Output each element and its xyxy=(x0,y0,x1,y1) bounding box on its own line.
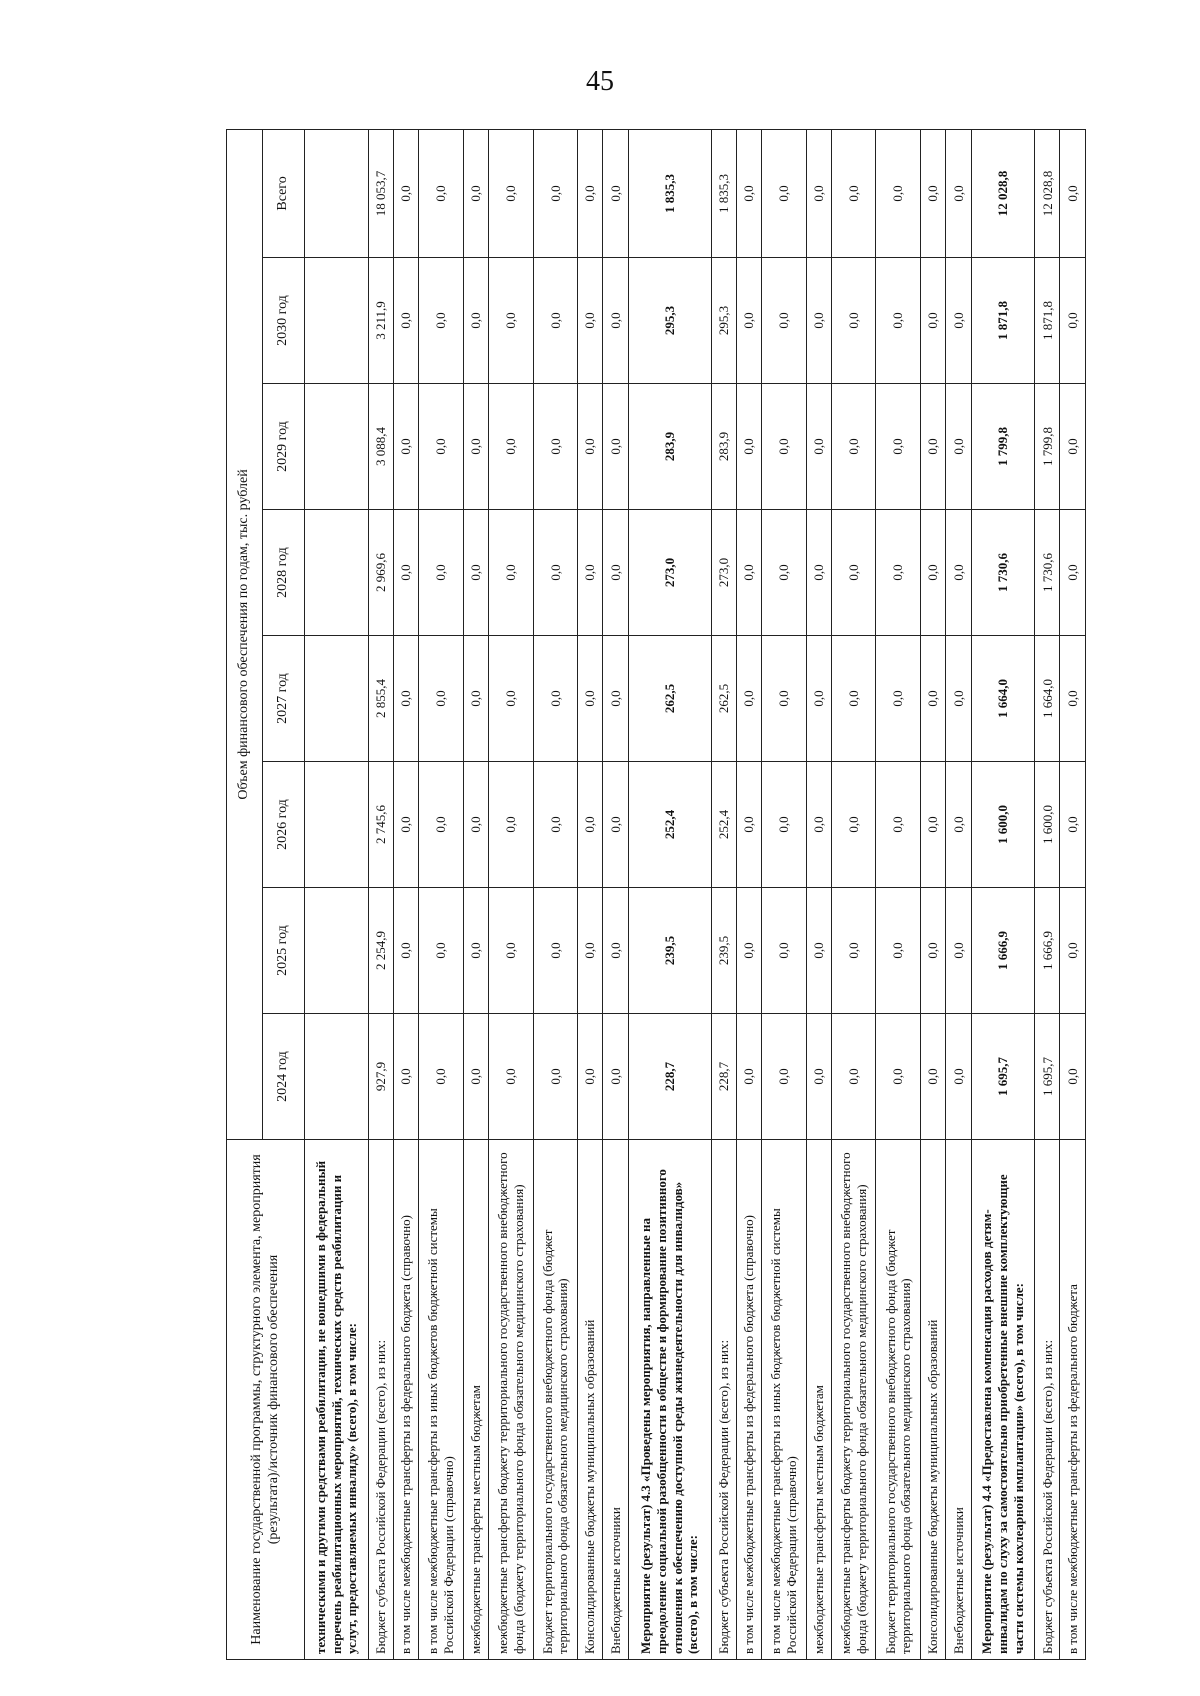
row-value: 0,0 xyxy=(393,129,418,257)
header-volume: Объем финансового обеспечения по годам, тыс. рублей xyxy=(227,129,263,1139)
row-value: 0,0 xyxy=(603,888,628,1014)
row-value: 1 871,8 xyxy=(971,258,1035,384)
row-value: 0,0 xyxy=(578,258,603,384)
row-value: 18 053,7 xyxy=(368,129,393,257)
table-row xyxy=(920,129,945,1659)
row-value: 0,0 xyxy=(876,258,920,384)
row-value: 0,0 xyxy=(1060,510,1086,636)
row-label: Бюджет территориального государственного внебюджетного фонда (бюджет территориального фонда обязательного медицинского страхования) xyxy=(533,1140,577,1660)
row-value: 0,0 xyxy=(603,762,628,888)
header-name-column: Наименование государственной программы, структурного элемента, мероприятия (результата)/источник финансового обеспечения xyxy=(227,1140,305,1660)
row-label: межбюджетные трансферты местным бюджетам xyxy=(806,1140,831,1660)
row-value: 0,0 xyxy=(762,636,806,762)
row-value: 262,5 xyxy=(711,636,736,762)
row-value: 0,0 xyxy=(831,510,875,636)
row-value: 0,0 xyxy=(831,636,875,762)
row-value: 0,0 xyxy=(419,384,463,510)
row-value: 0,0 xyxy=(946,1014,971,1140)
row-value: 0,0 xyxy=(578,1014,603,1140)
row-value: 12 028,8 xyxy=(971,129,1035,257)
row-value: 0,0 xyxy=(463,258,488,384)
row-value: 0,0 xyxy=(1060,636,1086,762)
row-label: в том числе межбюджетные трансферты из иных бюджетов бюджетной системы Российской Федерации (справочно) xyxy=(762,1140,806,1660)
table-row xyxy=(762,129,806,1659)
row-value: 295,3 xyxy=(711,258,736,384)
row-value: 0,0 xyxy=(463,636,488,762)
row-value: 0,0 xyxy=(762,258,806,384)
row-value: 0,0 xyxy=(831,258,875,384)
row-value: 0,0 xyxy=(762,1014,806,1140)
row-value: 0,0 xyxy=(419,762,463,888)
row-value: 0,0 xyxy=(533,258,577,384)
row-value: 927,9 xyxy=(368,1014,393,1140)
row-value: 0,0 xyxy=(489,762,533,888)
row-value: 0,0 xyxy=(946,129,971,257)
row-value: 0,0 xyxy=(762,129,806,257)
row-value: 0,0 xyxy=(806,258,831,384)
row-value: 0,0 xyxy=(946,636,971,762)
row-value: 0,0 xyxy=(393,762,418,888)
row-value: 0,0 xyxy=(920,762,945,888)
row-label: в том числе межбюджетные трансферты из федерального бюджета (справочно) xyxy=(393,1140,418,1660)
row-value xyxy=(305,258,369,384)
table-row xyxy=(628,129,711,1659)
row-value: 0,0 xyxy=(946,762,971,888)
row-value: 0,0 xyxy=(533,1014,577,1140)
header-year: 2029 год xyxy=(263,384,305,510)
row-label: Мероприятие (результат) 4.3 «Проведены мероприятия, направленные на преодоление социальной разобщенности в обществе и формирование позитивного отношения к обеспечению доступной среды жизнедеятельности для инвалидов» (всего), в том числе: xyxy=(628,1140,711,1660)
row-value: 0,0 xyxy=(489,1014,533,1140)
row-value: 1 695,7 xyxy=(1035,1014,1060,1140)
row-value: 0,0 xyxy=(463,384,488,510)
rotated-table-region xyxy=(226,130,1086,1660)
row-label: Бюджет субъекта Российской Федерации (всего), из них: xyxy=(711,1140,736,1660)
table-row xyxy=(419,129,463,1659)
row-value: 0,0 xyxy=(489,636,533,762)
row-value: 2 745,6 xyxy=(368,762,393,888)
row-value: 0,0 xyxy=(876,510,920,636)
table-row xyxy=(736,129,761,1659)
row-value xyxy=(305,762,369,888)
header-year: 2028 год xyxy=(263,510,305,636)
row-value: 273,0 xyxy=(628,510,711,636)
table-row xyxy=(946,129,971,1659)
row-label: Бюджет субъекта Российской Федерации (всего), из них: xyxy=(368,1140,393,1660)
row-value: 0,0 xyxy=(489,510,533,636)
row-value: 0,0 xyxy=(603,1014,628,1140)
row-value: 0,0 xyxy=(806,888,831,1014)
row-value: 0,0 xyxy=(946,888,971,1014)
row-value: 0,0 xyxy=(736,762,761,888)
table-row xyxy=(393,129,418,1659)
table-row xyxy=(489,129,533,1659)
row-value: 0,0 xyxy=(1060,762,1086,888)
row-value: 0,0 xyxy=(876,129,920,257)
row-label: в том числе межбюджетные трансферты из федерального бюджета xyxy=(1060,1140,1086,1660)
row-value: 2 855,4 xyxy=(368,636,393,762)
row-value: 0,0 xyxy=(1060,384,1086,510)
table-row xyxy=(603,129,628,1659)
row-value: 0,0 xyxy=(806,762,831,888)
row-value: 1 600,0 xyxy=(971,762,1035,888)
table-row xyxy=(578,129,603,1659)
row-value xyxy=(305,888,369,1014)
row-value: 0,0 xyxy=(1060,888,1086,1014)
row-value: 2 254,9 xyxy=(368,888,393,1014)
row-value: 0,0 xyxy=(831,384,875,510)
row-value: 0,0 xyxy=(533,888,577,1014)
row-label: Консолидированные бюджеты муниципальных образований xyxy=(920,1140,945,1660)
row-value: 1 799,8 xyxy=(1035,384,1060,510)
table-row xyxy=(1060,129,1086,1659)
row-value: 1 871,8 xyxy=(1035,258,1060,384)
row-value: 0,0 xyxy=(736,129,761,257)
row-value xyxy=(305,1014,369,1140)
row-value: 0,0 xyxy=(806,129,831,257)
table-row xyxy=(533,129,577,1659)
financing-table xyxy=(226,129,1086,1660)
row-value: 283,9 xyxy=(628,384,711,510)
row-value xyxy=(305,636,369,762)
row-label: Мероприятие (результат) 4.4 «Предоставлена компенсация расходов детям-инвалидам по слуху за самостоятельно приобретенные внешние комплектующие части системы кохлеарной имплантации» (всего), в том числе: xyxy=(971,1140,1035,1660)
row-value: 1 695,7 xyxy=(971,1014,1035,1140)
row-value xyxy=(305,384,369,510)
table-row xyxy=(1035,129,1060,1659)
row-value: 0,0 xyxy=(736,258,761,384)
row-value: 0,0 xyxy=(393,636,418,762)
row-value: 0,0 xyxy=(419,636,463,762)
row-value: 228,7 xyxy=(711,1014,736,1140)
row-value: 0,0 xyxy=(876,636,920,762)
row-value: 0,0 xyxy=(603,384,628,510)
table-row xyxy=(806,129,831,1659)
row-value: 0,0 xyxy=(533,510,577,636)
row-value: 0,0 xyxy=(603,636,628,762)
row-value: 0,0 xyxy=(762,384,806,510)
row-value: 12 028,8 xyxy=(1035,129,1060,257)
row-value: 0,0 xyxy=(806,510,831,636)
row-value: 1 666,9 xyxy=(1035,888,1060,1014)
row-value: 0,0 xyxy=(736,384,761,510)
row-value: 283,9 xyxy=(711,384,736,510)
header-year: 2026 год xyxy=(263,762,305,888)
row-value: 3 088,4 xyxy=(368,384,393,510)
row-value: 262,5 xyxy=(628,636,711,762)
table-row xyxy=(463,129,488,1659)
row-value: 0,0 xyxy=(578,762,603,888)
row-value: 0,0 xyxy=(393,510,418,636)
row-value xyxy=(305,510,369,636)
row-value: 0,0 xyxy=(920,258,945,384)
row-value: 0,0 xyxy=(806,636,831,762)
row-label: межбюджетные трансферты бюджету территориального государственного внебюджетного фонда (бюджету территориального фонда обязательного медицинского страхования) xyxy=(831,1140,875,1660)
row-value: 0,0 xyxy=(946,258,971,384)
row-value: 0,0 xyxy=(806,384,831,510)
row-label: Бюджет территориального государственного внебюджетного фонда (бюджет территориального фонда обязательного медицинского страхования) xyxy=(876,1140,920,1660)
row-value: 0,0 xyxy=(463,762,488,888)
header-year: 2030 год xyxy=(263,258,305,384)
row-value: 273,0 xyxy=(711,510,736,636)
row-value: 0,0 xyxy=(1060,129,1086,257)
row-value xyxy=(305,129,369,257)
table-row xyxy=(971,129,1035,1659)
row-value: 2 969,6 xyxy=(368,510,393,636)
row-value: 1 600,0 xyxy=(1035,762,1060,888)
row-value: 1 799,8 xyxy=(971,384,1035,510)
rotated-table-container xyxy=(226,130,1086,1660)
row-value: 3 211,9 xyxy=(368,258,393,384)
header-year: 2027 год xyxy=(263,636,305,762)
row-value: 239,5 xyxy=(628,888,711,1014)
row-value: 0,0 xyxy=(578,384,603,510)
row-value: 0,0 xyxy=(578,510,603,636)
row-value: 0,0 xyxy=(1060,1014,1086,1140)
row-value: 252,4 xyxy=(711,762,736,888)
row-value: 228,7 xyxy=(628,1014,711,1140)
row-value: 1 666,9 xyxy=(971,888,1035,1014)
row-value: 0,0 xyxy=(463,510,488,636)
row-value: 0,0 xyxy=(831,888,875,1014)
table-row xyxy=(711,129,736,1659)
row-value: 1 835,3 xyxy=(628,129,711,257)
row-label: Консолидированные бюджеты муниципальных образований xyxy=(578,1140,603,1660)
row-value: 0,0 xyxy=(920,1014,945,1140)
row-value: 0,0 xyxy=(463,129,488,257)
row-label: в том числе межбюджетные трансферты из федерального бюджета (справочно) xyxy=(736,1140,761,1660)
row-value: 0,0 xyxy=(946,510,971,636)
row-value: 1 730,6 xyxy=(1035,510,1060,636)
row-value: 0,0 xyxy=(831,129,875,257)
row-value: 0,0 xyxy=(920,636,945,762)
row-value: 1 835,3 xyxy=(711,129,736,257)
row-value: 0,0 xyxy=(920,384,945,510)
table-row xyxy=(368,129,393,1659)
row-value: 0,0 xyxy=(876,888,920,1014)
row-value: 0,0 xyxy=(736,510,761,636)
row-label: Внебюджетные источники xyxy=(946,1140,971,1660)
header-year: 2025 год xyxy=(263,888,305,1014)
row-label: техническими и другими средствами реабилитации, не вошедшими в федеральный перечень реабилитационных мероприятий, технических средств реабилитации и услут, предоставляемых инвалиду» (всего), в том числе: xyxy=(305,1140,369,1660)
row-value: 0,0 xyxy=(419,1014,463,1140)
table-row xyxy=(876,129,920,1659)
row-value: 0,0 xyxy=(876,384,920,510)
row-label: Бюджет субъекта Российской Федерации (всего), из них: xyxy=(1035,1140,1060,1660)
row-value: 0,0 xyxy=(393,888,418,1014)
row-value: 0,0 xyxy=(1060,258,1086,384)
row-value: 0,0 xyxy=(489,129,533,257)
row-value: 0,0 xyxy=(463,888,488,1014)
row-value: 0,0 xyxy=(489,384,533,510)
row-label: Внебюджетные источники xyxy=(603,1140,628,1660)
row-value: 0,0 xyxy=(603,258,628,384)
row-value: 0,0 xyxy=(533,636,577,762)
row-value: 0,0 xyxy=(489,888,533,1014)
row-value: 0,0 xyxy=(831,1014,875,1140)
row-value: 0,0 xyxy=(603,129,628,257)
row-value: 0,0 xyxy=(393,1014,418,1140)
row-value: 0,0 xyxy=(419,888,463,1014)
table-row xyxy=(831,129,875,1659)
header-year: 2024 год xyxy=(263,1014,305,1140)
page-number: 45 xyxy=(586,66,614,97)
row-value: 0,0 xyxy=(762,888,806,1014)
row-value: 0,0 xyxy=(393,384,418,510)
row-value: 0,0 xyxy=(736,636,761,762)
row-value: 0,0 xyxy=(736,1014,761,1140)
row-value: 252,4 xyxy=(628,762,711,888)
row-value: 0,0 xyxy=(831,762,875,888)
row-value: 0,0 xyxy=(393,258,418,384)
row-value: 0,0 xyxy=(920,888,945,1014)
row-value: 0,0 xyxy=(463,1014,488,1140)
table-row xyxy=(305,129,369,1659)
row-value: 0,0 xyxy=(419,129,463,257)
row-value: 0,0 xyxy=(603,510,628,636)
row-value: 0,0 xyxy=(920,510,945,636)
row-value: 0,0 xyxy=(920,129,945,257)
row-value: 1 664,0 xyxy=(971,636,1035,762)
row-value: 0,0 xyxy=(419,258,463,384)
row-value: 0,0 xyxy=(806,1014,831,1140)
row-label: межбюджетные трансферты бюджету территориального государственного внебюджетного фонда (бюджету территориального фонда обязательного медицинского страхования) xyxy=(489,1140,533,1660)
row-value: 0,0 xyxy=(419,510,463,636)
row-value: 1 664,0 xyxy=(1035,636,1060,762)
row-value: 1 730,6 xyxy=(971,510,1035,636)
row-value: 0,0 xyxy=(762,762,806,888)
row-value: 0,0 xyxy=(533,384,577,510)
row-label: межбюджетные трансферты местным бюджетам xyxy=(463,1140,488,1660)
header-year: Всего xyxy=(263,129,305,257)
row-label: в том числе межбюджетные трансферты из иных бюджетов бюджетной системы Российской Федерации (справочно) xyxy=(419,1140,463,1660)
row-value: 239,5 xyxy=(711,888,736,1014)
row-value: 0,0 xyxy=(489,258,533,384)
row-value: 0,0 xyxy=(762,510,806,636)
row-value: 0,0 xyxy=(533,129,577,257)
row-value: 295,3 xyxy=(628,258,711,384)
row-value: 0,0 xyxy=(946,384,971,510)
row-value: 0,0 xyxy=(876,762,920,888)
row-value: 0,0 xyxy=(578,129,603,257)
row-value: 0,0 xyxy=(578,888,603,1014)
row-value: 0,0 xyxy=(578,636,603,762)
row-value: 0,0 xyxy=(876,1014,920,1140)
row-value: 0,0 xyxy=(533,762,577,888)
row-value: 0,0 xyxy=(736,888,761,1014)
